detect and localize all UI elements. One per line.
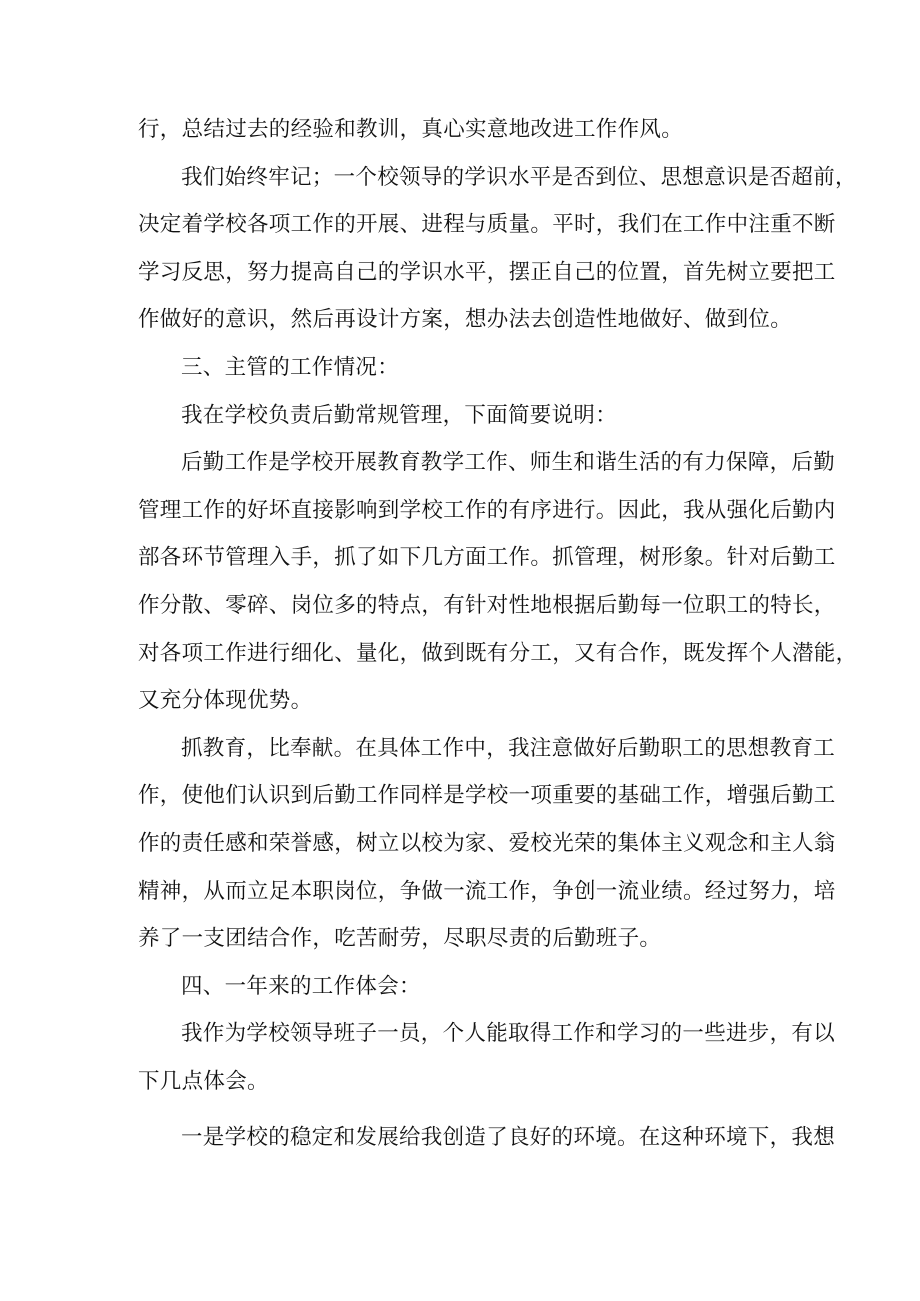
text-line: 下几点体会。 — [138, 1068, 269, 1094]
text-line: 管理工作的好坏直接影响到学校工作的有序进行。因此，我从强化后勤内 — [138, 497, 836, 523]
text-line: 精神，从而立足本职岗位，争做一流工作，争创一流业绩。经过努力，培 — [138, 878, 836, 904]
text-line: 抓教育，比奉献。在具体工作中，我注意做好后勤职工的思想教育工 — [181, 735, 836, 761]
text-line: 对各项工作进行细化、量化，做到既有分工，又有合作，既发挥个人潜能， — [138, 640, 858, 666]
text-line: 学习反思，努力提高自己的学识水平，摆正自己的位置，首先树立要把工 — [138, 259, 836, 285]
text-line: 决定着学校各项工作的开展、进程与质量。平时，我们在工作中注重不断 — [138, 212, 836, 238]
text-line: 三、主管的工作情况： — [181, 354, 400, 380]
text-line: 作的责任感和荣誉感，树立以校为家、爱校光荣的集体主义观念和主人翁 — [138, 830, 836, 856]
text-line: 四、一年来的工作体会： — [181, 973, 421, 999]
text-line: 一是学校的稳定和发展给我创造了良好的环境。在这种环境下，我想 — [181, 1125, 836, 1151]
text-line: 作做好的意识，然后再设计方案，想办法去创造性地做好、做到位。 — [138, 307, 793, 333]
text-line: 我作为学校领导班子一员，个人能取得工作和学习的一些进步，有以 — [181, 1021, 836, 1047]
text-line: 作，使他们认识到后勤工作同样是学校一项重要的基础工作，增强后勤工 — [138, 783, 836, 809]
text-line: 又充分体现优势。 — [138, 688, 313, 714]
text-line: 我们始终牢记；一个校领导的学识水平是否到位、思想意识是否超前， — [181, 164, 857, 190]
document-body — [138, 106, 858, 1162]
text-line: 后勤工作是学校开展教育教学工作、师生和谐生活的有力保障，后勤 — [181, 450, 836, 476]
text-line: 我在学校负责后勤常规管理，下面简要说明： — [181, 402, 618, 428]
text-line: 行，总结过去的经验和教训，真心实意地改进工作作风。 — [138, 117, 684, 142]
text-line: 作分散、零碎、岗位多的特点，有针对性地根据后勤每一位职工的特长， — [138, 592, 836, 618]
text-line: 养了一支团结合作，吃苦耐劳，尽职尽责的后勤班子。 — [138, 926, 662, 952]
text-line: 部各环节管理入手，抓了如下几方面工作。抓管理，树形象。针对后勤工 — [138, 545, 836, 571]
